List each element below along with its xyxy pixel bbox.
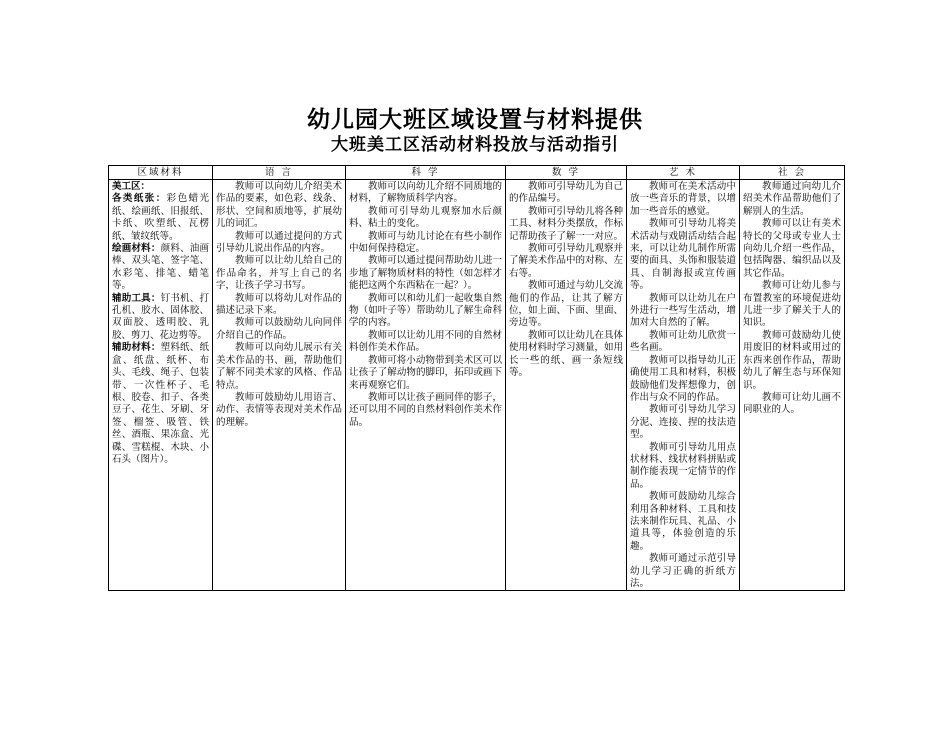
science-paragraph: 教师可以让孩子画同伴的影子，还可以用不同的自然材料创作美术作品。 (349, 391, 502, 428)
math-paragraph: 教师可引导幼儿将各种工具、材料分类摆放，作标记帮助孩子了解一一对应。 (509, 205, 624, 242)
math-cell (506, 180, 627, 591)
language-paragraph: 教师可以向幼儿展示有关美术作品的书、画，帮助他们了解不同美术家的风格、作品特点。 (216, 342, 342, 391)
material-label: 绘画材料： (112, 243, 161, 255)
society-paragraph: 教师可让幼儿参与布置教室的环境促进幼儿进一步了解关于人的知识。 (743, 280, 841, 329)
header-art: 艺 术 (627, 166, 740, 180)
art-paragraph: 教师可引导幼儿学习分泥、连接、捏的技法造型。 (630, 404, 736, 441)
art-paragraph: 教师可引导幼儿用点状材料、线状材料拼贴或制作能表现一定情节的作品。 (630, 441, 736, 490)
material-label: 各类纸张： (112, 193, 167, 205)
guide-table (108, 165, 845, 591)
header-science: 科 学 (346, 166, 506, 180)
math-paragraph: 教师可引导幼儿观察并了解美术作品中的对称、左右等。 (509, 243, 624, 279)
science-cell (346, 180, 506, 591)
art-paragraph: 教师可以让幼儿在户外进行一些写生活动，增加对大自然的了解。 (630, 292, 736, 329)
language-paragraph: 教师可以让幼儿给自己的作品命名，并写上自己的名字，让孩子学习书写。 (216, 255, 342, 292)
material-text: 塑料纸、纸盒、纸盘、纸杯、布头、毛线、绳子、包装带、一次性杯子、毛根、胶卷、扣子、各类豆子、花生、牙刷、牙签、榴签、吸管、铁丝、酒瓶、果冻盒、光碟、雪糕棍、木块、小石头（图片）。 (112, 342, 209, 465)
material-item (112, 193, 209, 243)
table-header-row (109, 166, 845, 180)
materials-cell (109, 180, 213, 591)
material-text: 颜料、油画棒、双头笔、签字笔、水彩笔、排笔、蜡笔等。 (112, 243, 209, 292)
society-paragraph: 教师可鼓励幼儿使用废旧的材料或用过的东西来创作作品，帮助幼儿了解生态与环保知识。 (743, 329, 841, 391)
language-paragraph: 教师可以鼓励幼儿向同伴介绍自己的作品。 (216, 317, 342, 341)
material-text: 钉书机、打孔机、胶水、固体胶、双面胶、透明胶、乳胶、剪刀、花边剪等。 (112, 292, 209, 341)
art-paragraph: 教师可通过示范引导幼儿学习正确的折纸方法。 (630, 553, 736, 589)
language-cell (213, 180, 346, 591)
material-text: 彩色蜡光纸、绘画纸、旧报纸、卡纸、吹塑纸、瓦楞纸、皱纹纸等。 (112, 193, 209, 242)
art-cell (627, 180, 740, 591)
material-item (112, 342, 209, 466)
header-language: 语 言 (213, 166, 346, 180)
society-cell (740, 180, 845, 591)
science-paragraph: 教师可以向幼儿介绍不同质地的材料，了解物质科学内容。 (349, 181, 502, 205)
society-paragraph: 教师通过向幼儿介绍美术作品帮助他们了解别人的生活。 (743, 181, 841, 217)
math-paragraph: 教师可以让幼儿在具体使用材料时学习测量，如用长一些的纸、画一条短线等。 (509, 329, 624, 379)
art-paragraph: 教师可引导幼儿将美术活动与戏剧活动结合起来，可以让幼儿制作所需要的面具、头饰和服装道具、自制海报或宣传画等。 (630, 218, 736, 292)
math-paragraph: 教师可引导幼儿为自己的作品编号。 (509, 181, 624, 205)
material-item (112, 243, 209, 293)
table-row (109, 180, 845, 591)
header-math: 数 学 (506, 166, 627, 180)
material-item (112, 181, 209, 193)
language-paragraph: 教师可以向幼儿介绍美术作品的要素，如色彩、线条、形状、空间和质地等，扩展幼儿的词汇。 (216, 181, 342, 230)
art-paragraph: 教师可以指导幼儿正确使用工具和材料，积极鼓励他们发挥想像力，创作出与众不同的作品。 (630, 354, 736, 403)
science-paragraph: 教师可引导幼儿观察加水后颜料、粘土的变化。 (349, 205, 502, 230)
society-paragraph: 教师可让幼儿画不同职业的人。 (743, 391, 841, 416)
math-paragraph: 教师可通过与幼儿交流他们的作品，让其了解方位，如上面、下面、里面、旁边等。 (509, 280, 624, 329)
language-paragraph: 教师可以将幼儿对作品的描述记录下来。 (216, 292, 342, 317)
art-paragraph: 教师可鼓励幼儿综合利用各种材料、工具和技法来制作玩具、礼品、小道具等，体验创造的乐趣。 (630, 491, 736, 552)
art-paragraph: 教师可让幼儿欣赏一些名画。 (630, 329, 736, 354)
art-paragraph: 教师可在美术活动中放一些音乐的背景，以增加一些音乐的感觉。 (630, 181, 736, 217)
science-paragraph: 教师可与幼儿讨论在有些小制作中如何保持稳定。 (349, 230, 502, 255)
material-label: 美工区： (112, 181, 151, 192)
language-paragraph: 教师可鼓励幼儿用语言、动作、表情等表现对美术作品的理解。 (216, 391, 342, 428)
science-paragraph: 教师可将小动物带到美术区可以让孩子了解动物的脚印，拓印或画下来再观察它们。 (349, 354, 502, 391)
material-label: 辅助材料： (112, 342, 161, 354)
page-subtitle: 大班美工区活动材料投放与活动指引 (331, 135, 619, 155)
material-label: 辅助工具： (112, 292, 161, 304)
science-paragraph: 教师可以让幼儿用不同的自然材料创作美术作品。 (349, 329, 502, 354)
society-paragraph: 教师可以让有美术特长的父母或专业人士向幼儿介绍一些作品，包括陶器、编织品以及其它作品。 (743, 218, 841, 279)
header-society: 社 会 (740, 166, 845, 180)
material-item (112, 293, 209, 343)
language-paragraph: 教师可以通过提问的方式引导幼儿说出作品的内容。 (216, 230, 342, 255)
science-paragraph: 教师可以通过提问帮助幼儿进一步地了解物质材料的特性（如怎样才能把这两个东西粘在一起？）。 (349, 255, 502, 292)
header-materials: 区域材料 (109, 166, 213, 180)
page-title: 幼儿园大班区域设置与材料提供 (307, 106, 643, 133)
science-paragraph: 教师可以和幼儿们一起收集自然物（如叶子等）帮助幼儿了解生命科学的内容。 (349, 292, 502, 329)
